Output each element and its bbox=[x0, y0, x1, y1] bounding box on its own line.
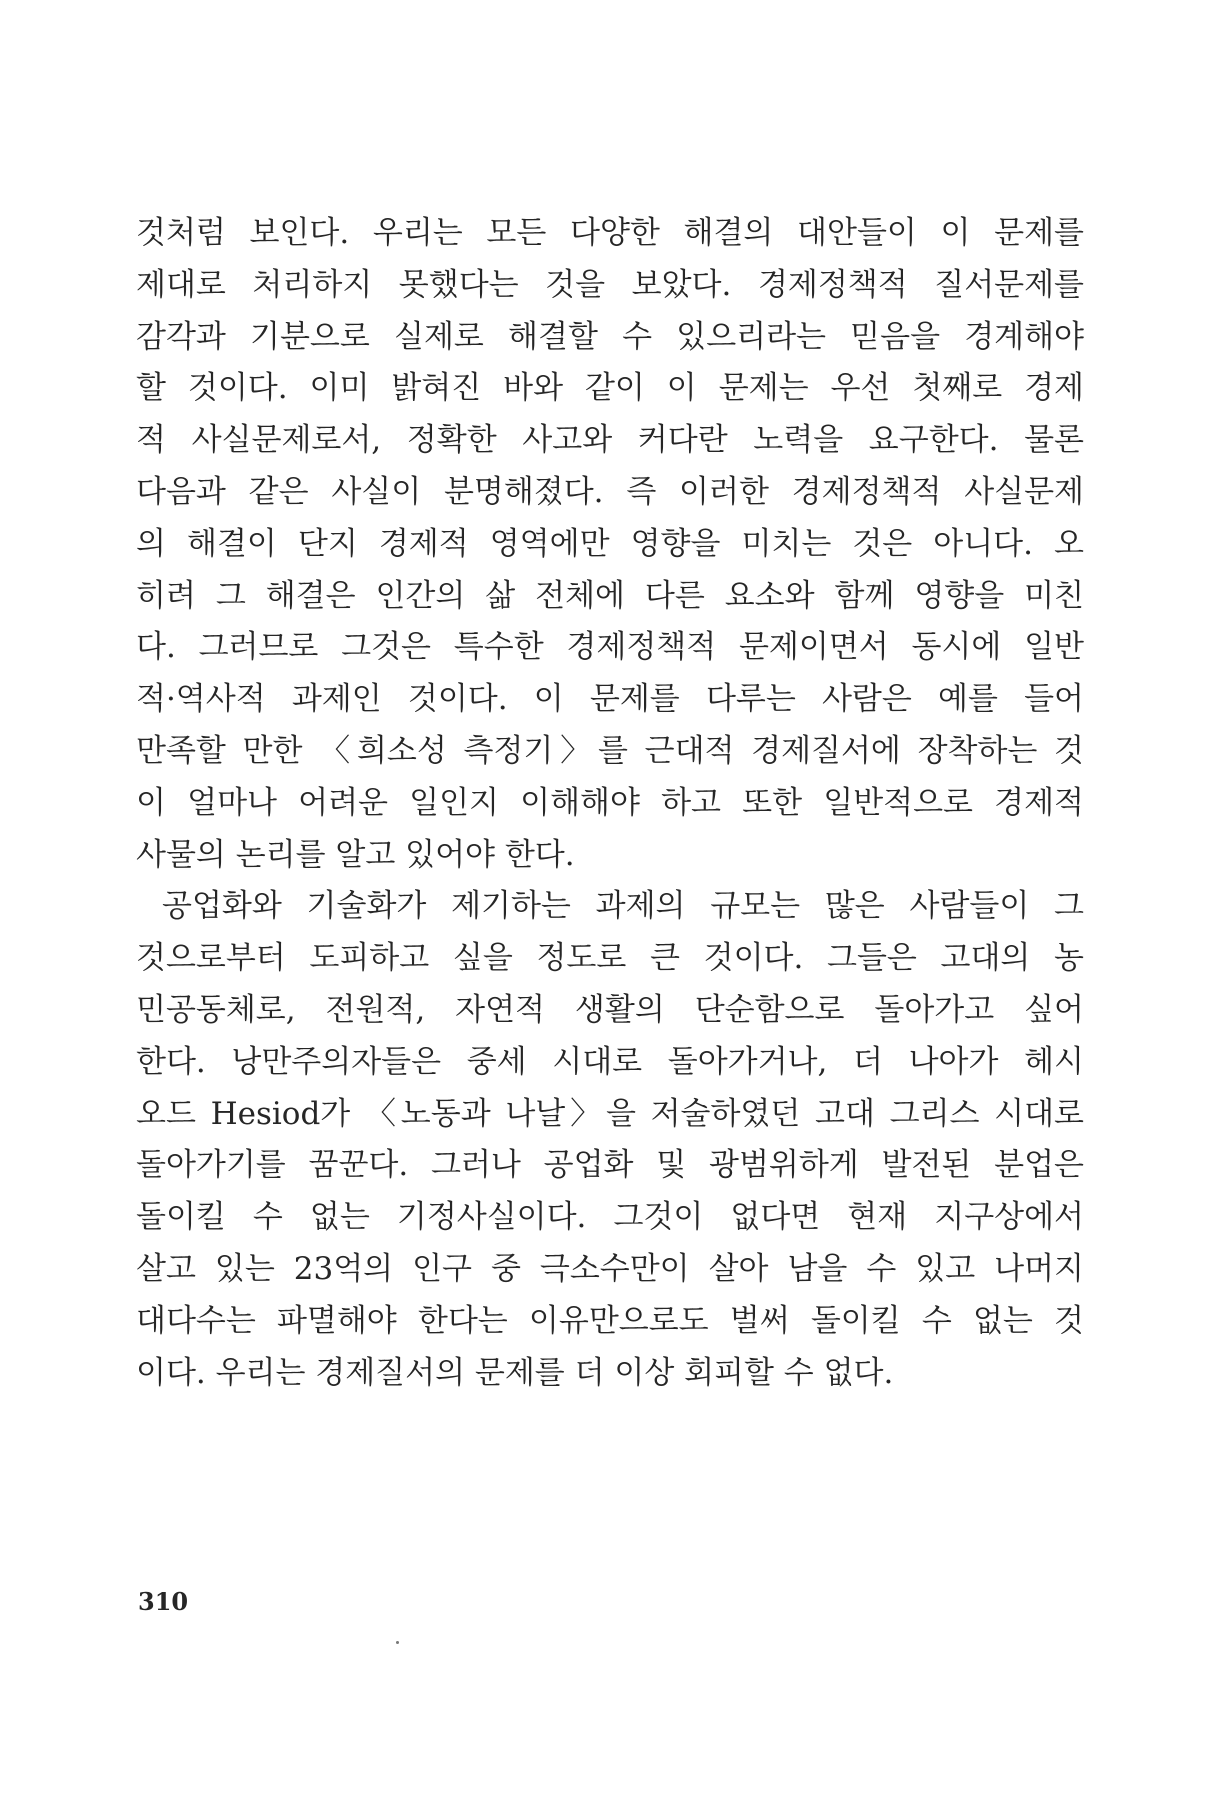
text-line-21: 살고 있는 23억의 인구 중 극소수만이 살아 남을 수 있고 나머지 bbox=[136, 1250, 1084, 1287]
paragraph-2-last-line: 이다. 우리는 경제질서의 문제를 더 이상 회피할 수 없다. bbox=[136, 1354, 894, 1391]
paragraph-2-first-line: 공업화와 기술화가 제기하는 과제의 규모는 많은 사람들이 그 bbox=[162, 888, 1084, 925]
print-speck bbox=[396, 1641, 399, 1644]
text-line-10: 적·역사적 과제인 것이다. 이 문제를 다루는 사람은 예를 들어 bbox=[136, 681, 1084, 718]
text-line-6: 다음과 같은 사실이 분명해졌다. 즉 이러한 경제정책적 사실문제 bbox=[136, 473, 1084, 510]
text-line-4: 할 것이다. 이미 밝혀진 바와 같이 이 문제는 우선 첫째로 경제 bbox=[136, 370, 1084, 407]
text-line-17: 한다. 낭만주의자들은 중세 시대로 돌아가거나, 더 나아가 헤시 bbox=[136, 1043, 1084, 1080]
text-line-8: 히려 그 해결은 인간의 삶 전체에 다른 요소와 함께 영향을 미친 bbox=[136, 577, 1084, 614]
text-line-5: 적 사실문제로서, 정확한 사고와 커다란 노력을 요구한다. 물론 bbox=[136, 422, 1084, 459]
text-line-22: 대다수는 파멸해야 한다는 이유만으로도 벌써 돌이킬 수 없는 것 bbox=[136, 1302, 1084, 1339]
text-line-16: 민공동체로, 전원적, 자연적 생활의 단순함으로 돌아가고 싶어 bbox=[136, 991, 1084, 1028]
page-number: 310 bbox=[138, 1587, 189, 1616]
text-line-18: 오드 Hesiod가 〈노동과 나날〉을 저술하였던 고대 그리스 시대로 bbox=[136, 1095, 1084, 1132]
text-line-1: 것처럼 보인다. 우리는 모든 다양한 해결의 대안들이 이 문제를 bbox=[136, 215, 1084, 251]
text-line-20: 돌이킬 수 없는 기정사실이다. 그것이 없다면 현재 지구상에서 bbox=[136, 1199, 1084, 1236]
text-line-15: 것으로부터 도피하고 싶을 정도로 큰 것이다. 그들은 고대의 농 bbox=[136, 940, 1084, 977]
paragraph-1-last-line: 사물의 논리를 알고 있어야 한다. bbox=[136, 836, 575, 873]
text-line-11: 만족할 만한 〈희소성 측정기〉를 근대적 경제질서에 장착하는 것 bbox=[136, 732, 1084, 769]
body-text bbox=[136, 209, 1084, 1400]
text-line-12: 이 얼마나 어려운 일인지 이해해야 하고 또한 일반적으로 경제적 bbox=[136, 784, 1084, 821]
text-line-2: 제대로 처리하지 못했다는 것을 보았다. 경제정책적 질서문제를 bbox=[136, 266, 1084, 303]
text-line-3: 감각과 기분으로 실제로 해결할 수 있으리라는 믿음을 경계해야 bbox=[136, 318, 1084, 355]
text-line-7: 의 해결이 단지 경제적 영역에만 영향을 미치는 것은 아니다. 오 bbox=[136, 525, 1084, 562]
text-line-19: 돌아가기를 꿈꾼다. 그러나 공업화 및 광범위하게 발전된 분업은 bbox=[136, 1147, 1084, 1184]
text-line-9: 다. 그러므로 그것은 특수한 경제정책적 문제이면서 동시에 일반 bbox=[136, 629, 1084, 666]
